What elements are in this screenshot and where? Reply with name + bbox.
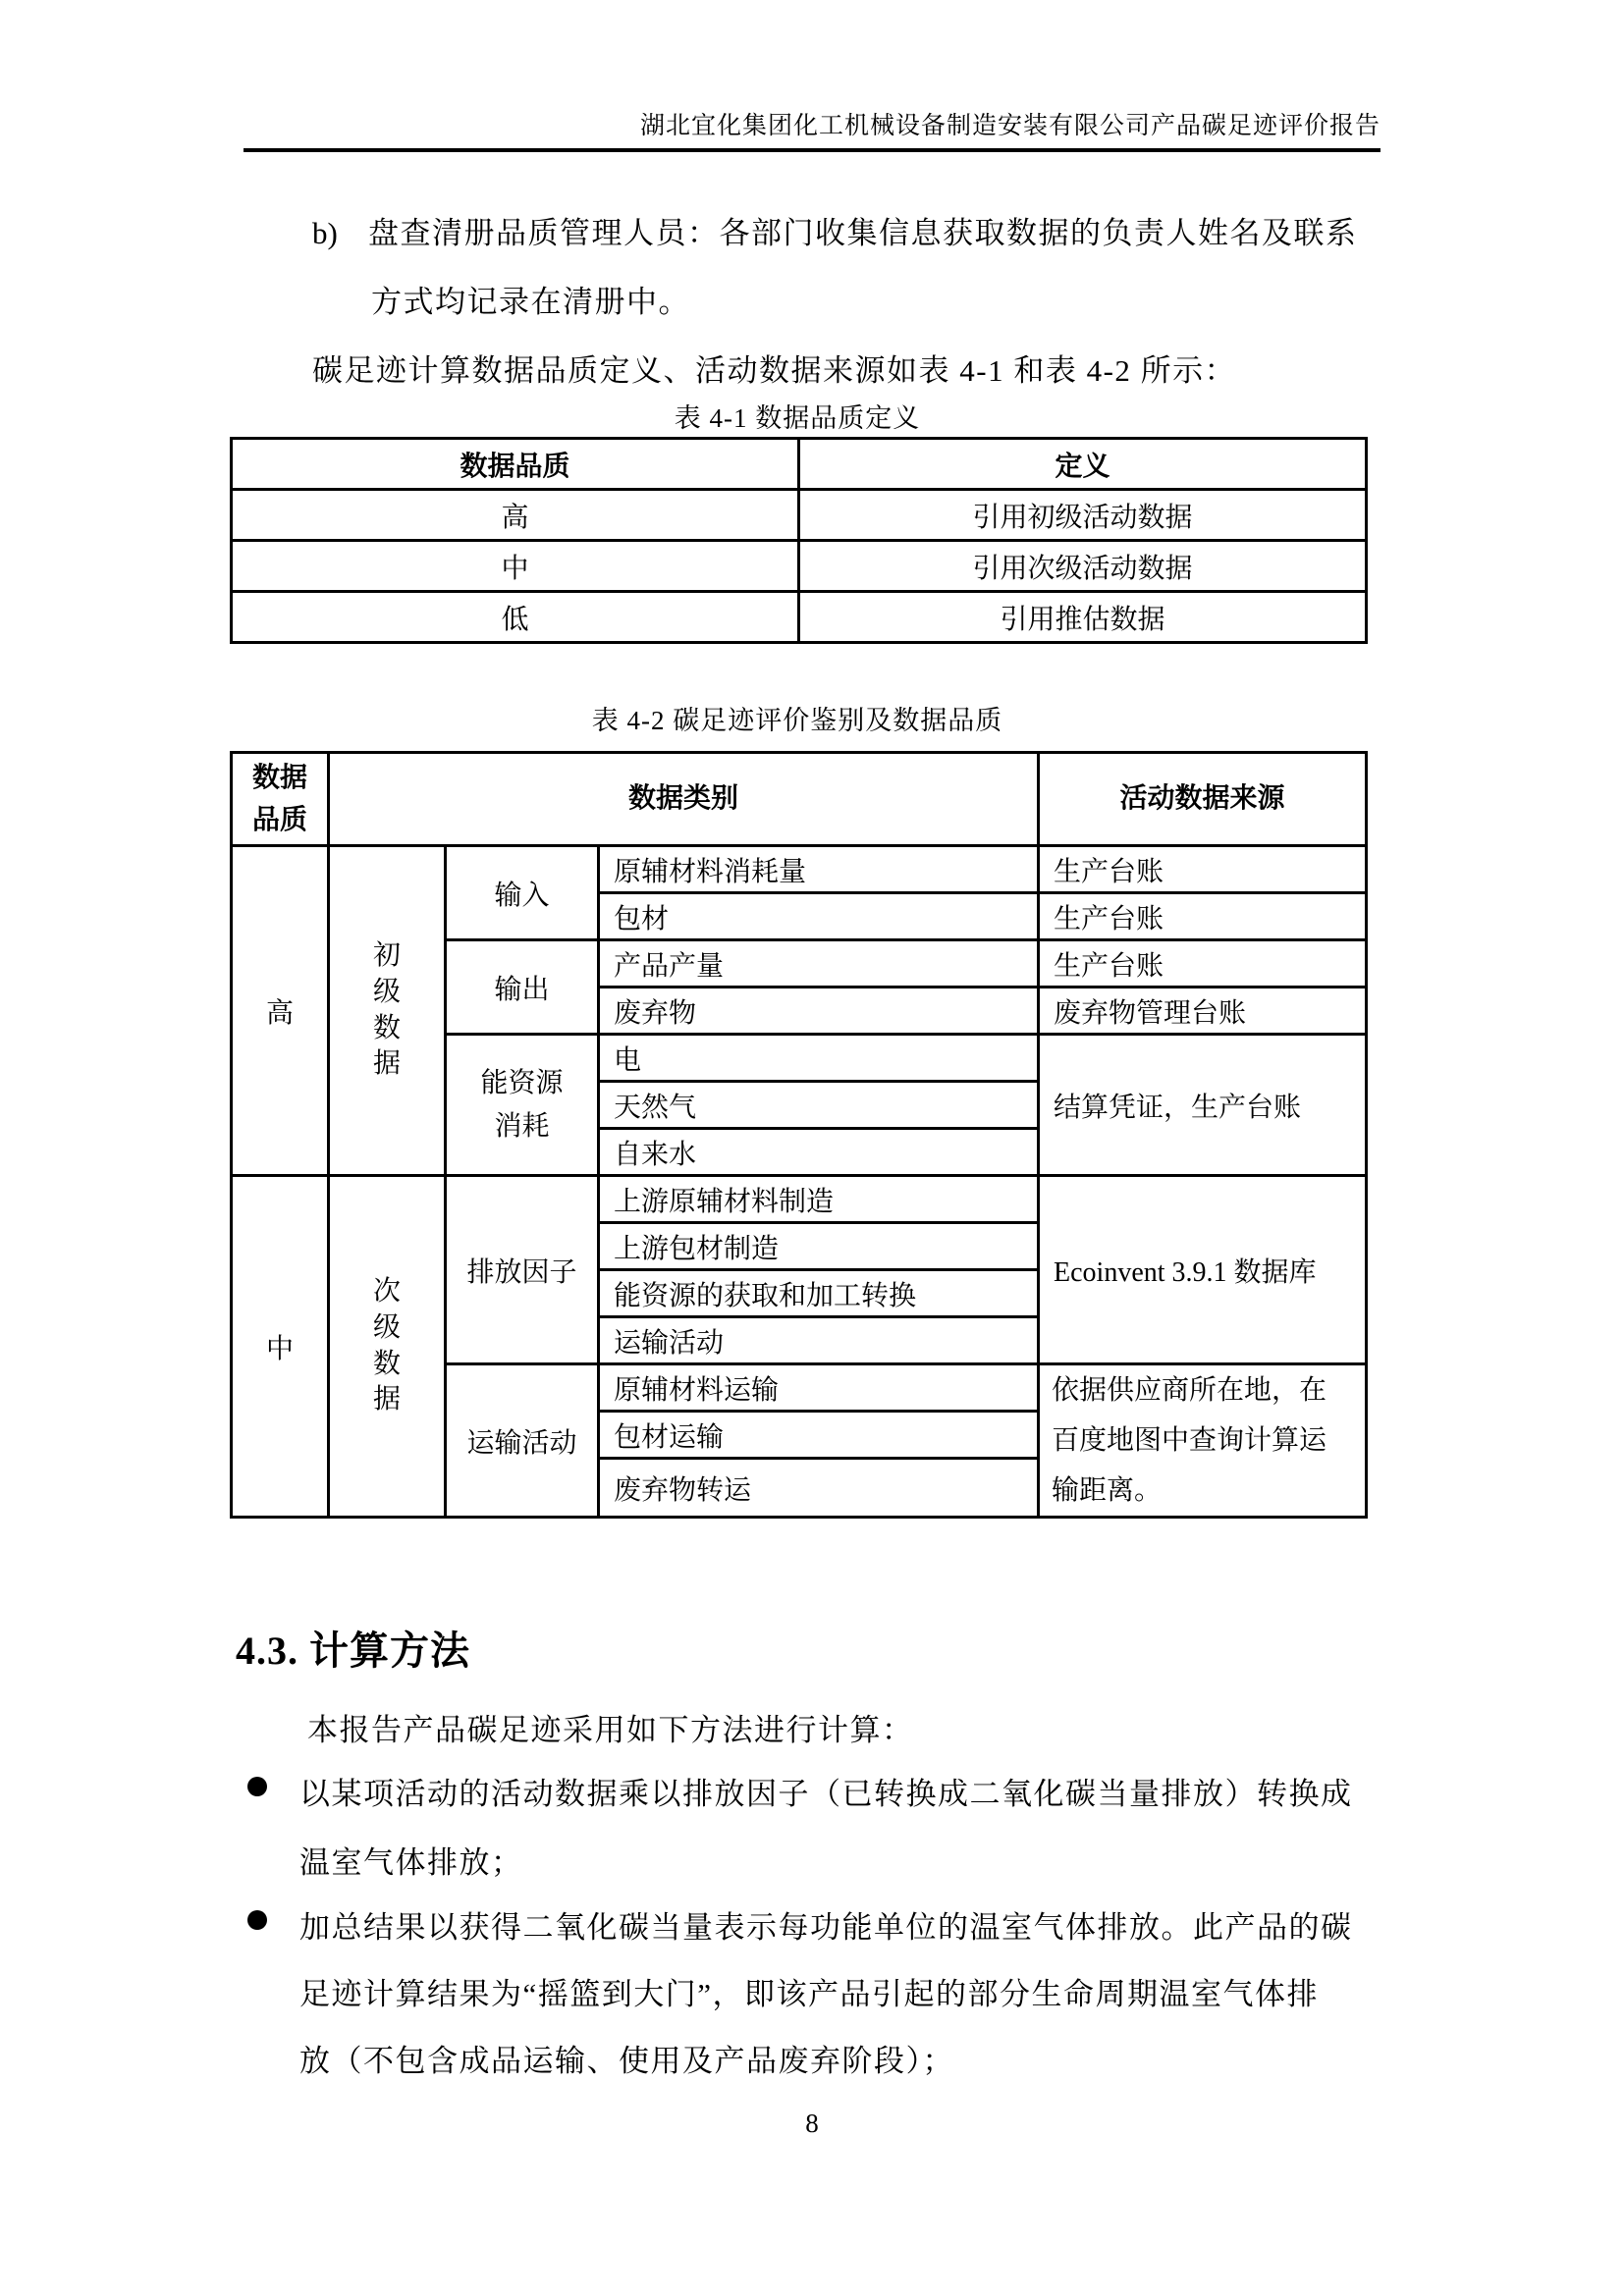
section-heading-4-3: 4.3. 计算方法 bbox=[236, 1629, 470, 1673]
col-header-data-quality: 数据品质 bbox=[232, 439, 799, 490]
bullet1-line2: 温室气体排放； bbox=[299, 1845, 523, 1880]
table-row bbox=[232, 490, 1367, 541]
table-row bbox=[232, 592, 1367, 643]
list-item-b bbox=[312, 208, 1358, 252]
cell-source-production-ledger: 生产台账 bbox=[1039, 846, 1367, 893]
cell-quality-low: 低 bbox=[232, 592, 799, 643]
table1-caption: 表 4-1 数据品质定义 bbox=[674, 403, 921, 433]
col-header-definition: 定义 bbox=[799, 439, 1367, 490]
page-number: 8 bbox=[805, 2109, 819, 2138]
col-header-data-category: 数据类别 bbox=[329, 753, 1039, 846]
table-footprint-identification bbox=[230, 751, 1368, 1519]
col-header-data-quality-line2: 品质 bbox=[251, 805, 307, 835]
col-header-activity-data-source: 活动数据来源 bbox=[1039, 753, 1367, 846]
table-data-quality-definition bbox=[230, 437, 1368, 644]
table-row bbox=[232, 1176, 1367, 1223]
bullet1-line1: 以某项活动的活动数据乘以排放因子（已转换成二氧化碳当量排放）转换成 bbox=[299, 1777, 1353, 1811]
table-row bbox=[232, 541, 1367, 592]
cell-quality-mid: 中 bbox=[232, 541, 799, 592]
table2-caption: 表 4-2 碳足迹评价鉴别及数据品质 bbox=[591, 706, 1003, 735]
cell-source-production-ledger: 生产台账 bbox=[1039, 893, 1367, 940]
col-header-data-quality bbox=[232, 753, 329, 846]
list-item-b-marker: b) bbox=[312, 216, 338, 250]
table-header-row bbox=[232, 439, 1367, 490]
header-rule bbox=[244, 148, 1380, 152]
cell-definition-high: 引用初级活动数据 bbox=[799, 490, 1367, 541]
cell-category-natural-gas: 天然气 bbox=[599, 1082, 1039, 1129]
cell-sub-energy-consumption bbox=[446, 1035, 599, 1176]
cell-group-primary-data bbox=[329, 846, 446, 1176]
cell-quality-high: 高 bbox=[232, 846, 329, 1176]
cell-sub-emission-factor: 排放因子 bbox=[446, 1176, 599, 1364]
cell-category-tap-water: 自来水 bbox=[599, 1129, 1039, 1176]
cell-category-upstream-pack: 上游包材制造 bbox=[599, 1223, 1039, 1270]
col-header-data-quality-line1: 数据 bbox=[251, 762, 307, 793]
cell-quality-high: 高 bbox=[232, 490, 799, 541]
table-header-row bbox=[232, 753, 1367, 846]
cell-category-packaging: 包材 bbox=[599, 893, 1039, 940]
cell-sub-input: 输入 bbox=[446, 846, 599, 940]
table-row bbox=[232, 846, 1367, 893]
cell-definition-low: 引用推估数据 bbox=[799, 592, 1367, 643]
cell-category-energy-conversion: 能资源的获取和加工转换 bbox=[599, 1270, 1039, 1317]
cell-category-raw-material: 原辅材料消耗量 bbox=[599, 846, 1039, 893]
cell-category-waste-transfer: 废弃物转运 bbox=[599, 1459, 1039, 1518]
bullet2-line1: 加总结果以获得二氧化碳当量表示每功能单位的温室气体排放。此产品的碳 bbox=[299, 1910, 1353, 1945]
cell-sub-output: 输出 bbox=[446, 940, 599, 1035]
cell-sub-energy-line2: 消耗 bbox=[494, 1110, 550, 1142]
cell-sub-transport: 运输活动 bbox=[446, 1364, 599, 1518]
page-header-title: 湖北宜化集团化工机械设备制造安装有限公司产品碳足迹评价报告 bbox=[639, 113, 1380, 139]
bullet-icon bbox=[247, 1910, 267, 1930]
cell-definition-mid: 引用次级活动数据 bbox=[799, 541, 1367, 592]
cell-category-transport-activity: 运输活动 bbox=[599, 1317, 1039, 1364]
cell-category-product-yield: 产品产量 bbox=[599, 940, 1039, 988]
section-lead-line: 本报告产品碳足迹采用如下方法进行计算： bbox=[307, 1713, 914, 1747]
bullet2-line2: 足迹计算结果为“摇篮到大门”，即该产品引起的部分生命周期温室气体排 bbox=[299, 1977, 1320, 2011]
cell-group-primary-data-text: 初级数据 bbox=[372, 939, 401, 1080]
cell-category-electricity: 电 bbox=[599, 1035, 1039, 1082]
cell-source-baidu-map: 依据供应商所在地，在百度地图中查询计算运输距离。 bbox=[1039, 1364, 1367, 1518]
cell-category-upstream-raw: 上游原辅材料制造 bbox=[599, 1176, 1039, 1223]
cell-group-secondary-data-text: 次级数据 bbox=[372, 1275, 401, 1415]
bullet2-line3: 放（不包含成品运输、使用及产品废弃阶段）； bbox=[299, 2044, 954, 2078]
cell-quality-mid: 中 bbox=[232, 1176, 329, 1518]
cell-source-waste-ledger: 废弃物管理台账 bbox=[1039, 988, 1367, 1035]
cell-category-pack-transport: 包材运输 bbox=[599, 1412, 1039, 1459]
cell-sub-energy-line1: 能资源 bbox=[480, 1068, 564, 1099]
cell-category-waste: 废弃物 bbox=[599, 988, 1039, 1035]
cell-category-raw-transport: 原辅材料运输 bbox=[599, 1364, 1039, 1412]
bullet-icon bbox=[247, 1777, 267, 1796]
list-item-b-text-line1: 盘查清册品质管理人员：各部门收集信息获取数据的负责人姓名及联系 bbox=[368, 216, 1358, 250]
cell-source-production-ledger: 生产台账 bbox=[1039, 940, 1367, 988]
cell-source-settlement: 结算凭证，生产台账 bbox=[1039, 1035, 1367, 1176]
tables-lead-line: 碳足迹计算数据品质定义、活动数据来源如表 4-1 和表 4-2 所示： bbox=[312, 353, 1237, 388]
cell-group-secondary-data bbox=[329, 1176, 446, 1518]
cell-source-ecoinvent: Ecoinvent 3.9.1 数据库 bbox=[1039, 1176, 1367, 1364]
list-item-b-text-line2: 方式均记录在清册中。 bbox=[371, 285, 690, 319]
